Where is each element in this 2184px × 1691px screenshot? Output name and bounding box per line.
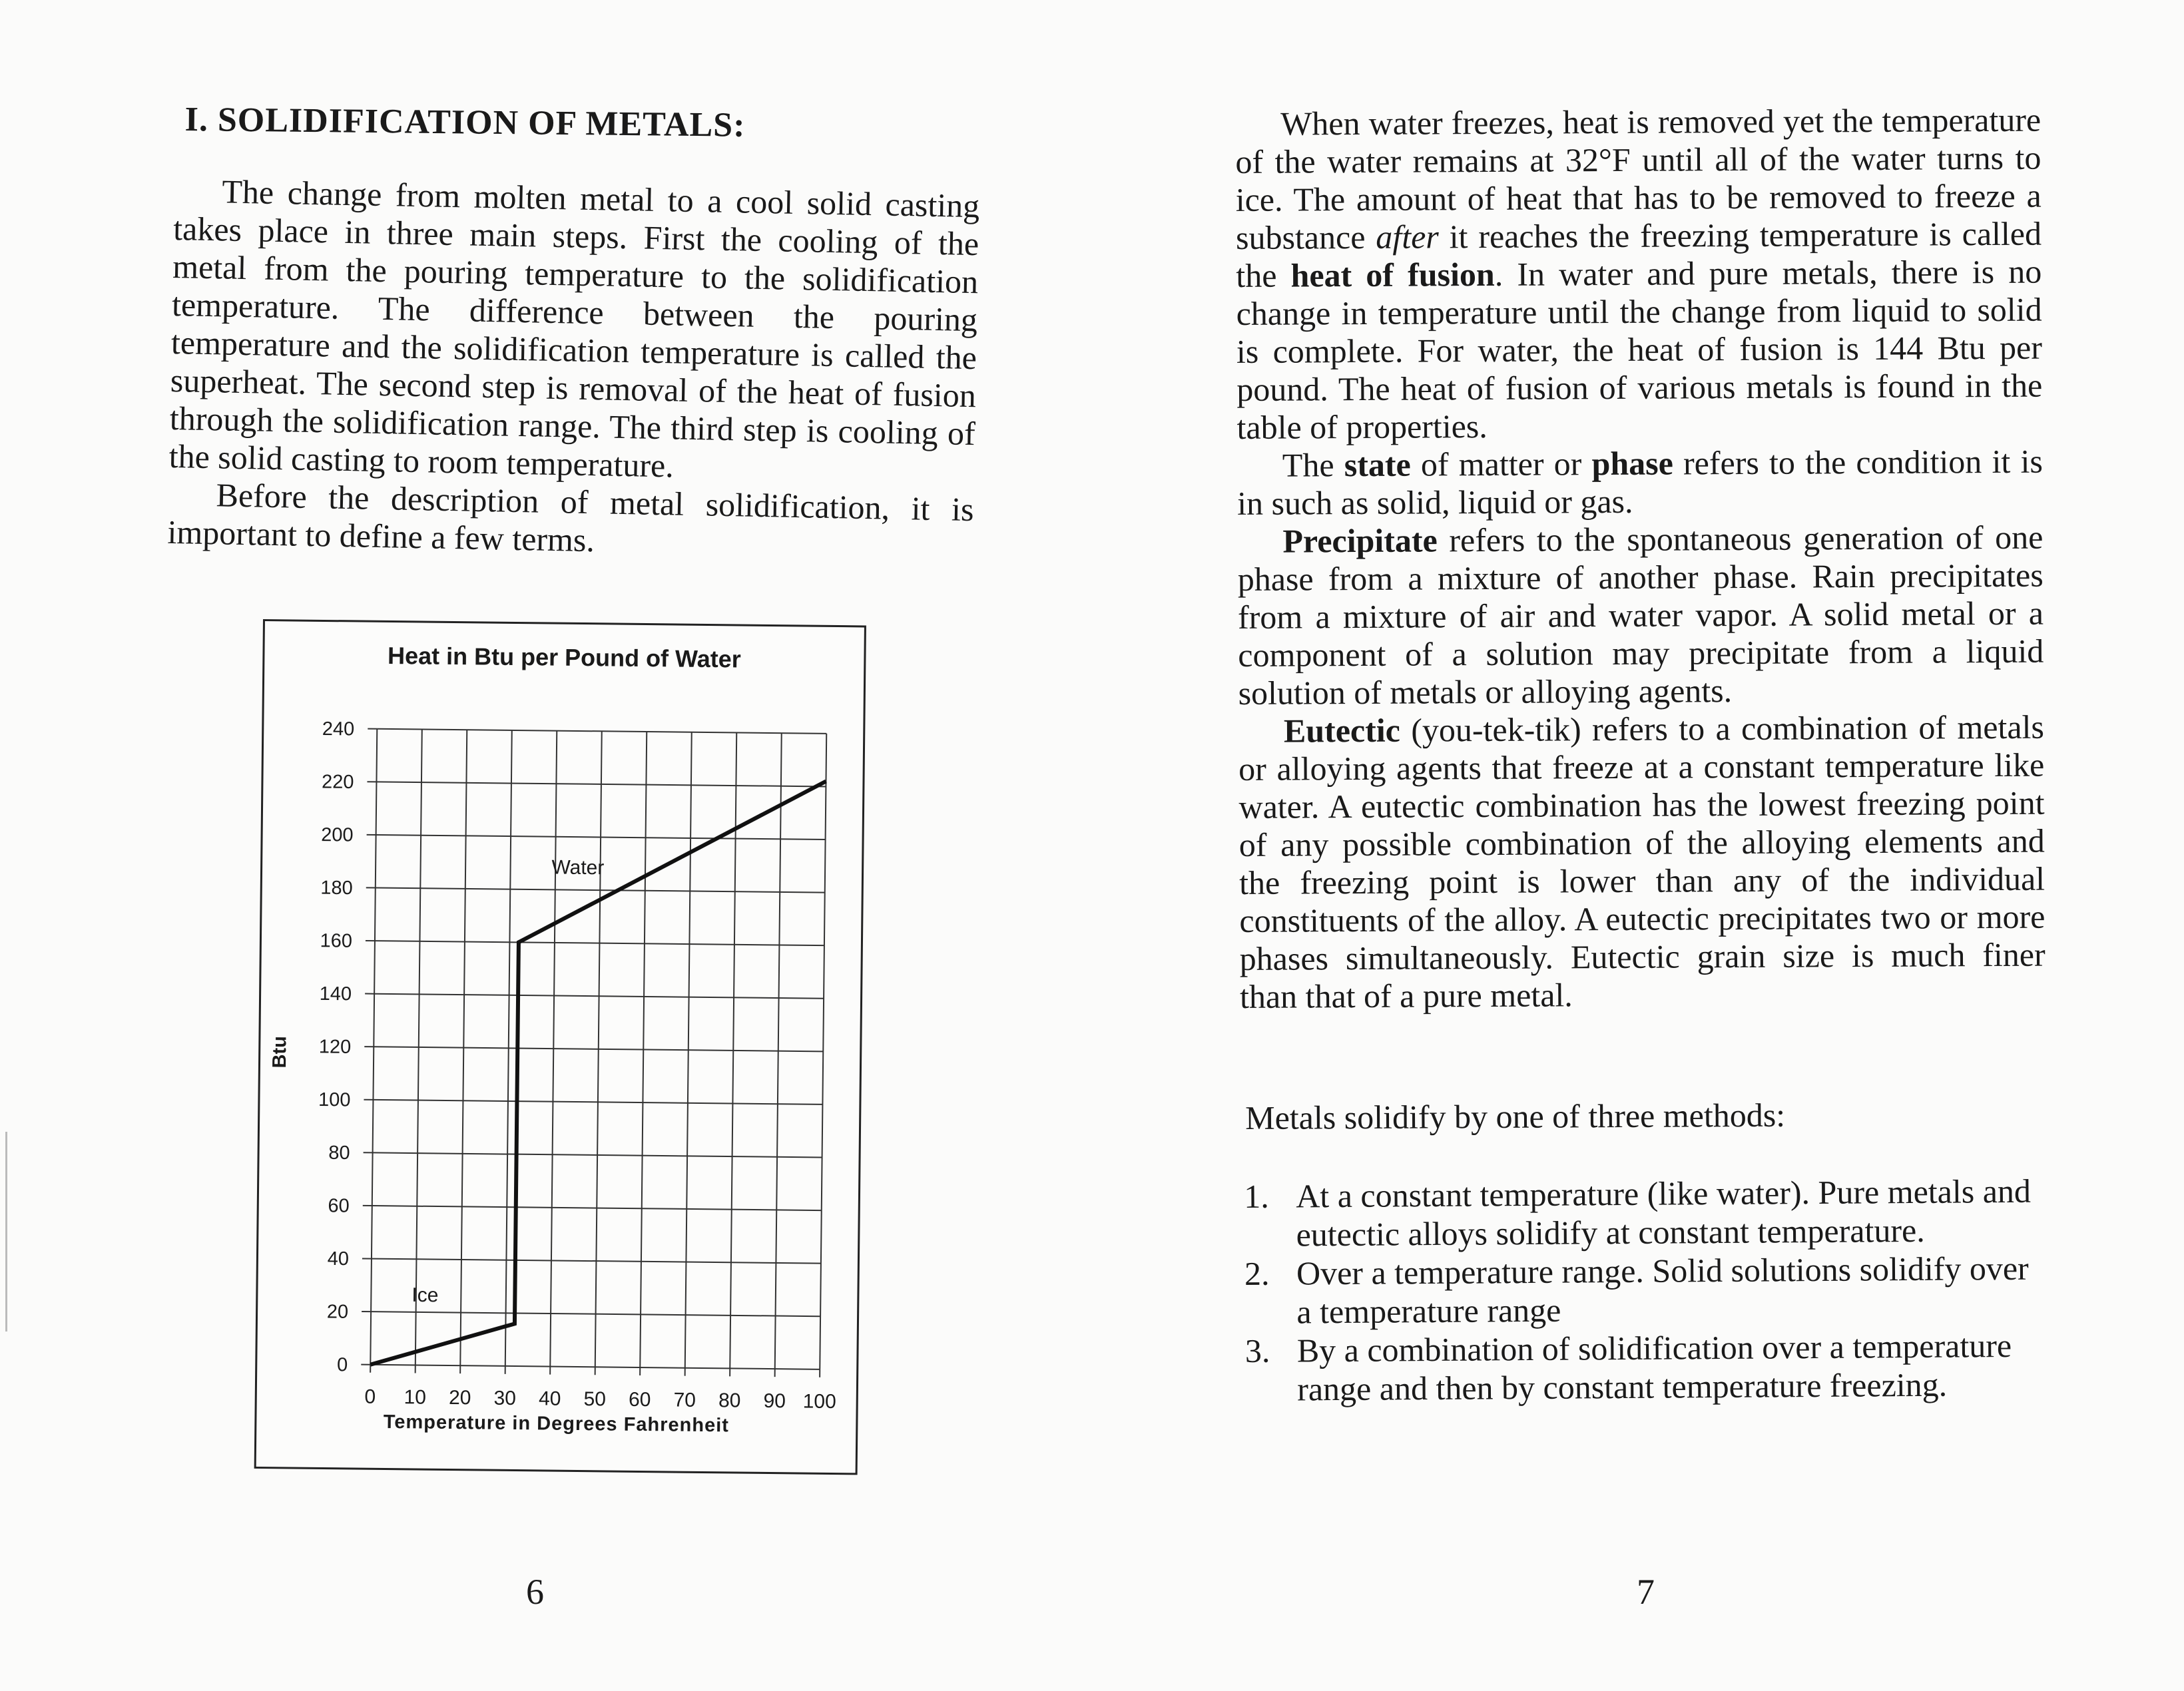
y-tick-label: 220 [321, 771, 354, 794]
section-heading: I. SOLIDIFICATION OF METALS: [184, 100, 746, 144]
definition-paragraph [1238, 708, 2046, 1016]
annotation-label: Ice [411, 1284, 439, 1307]
text-run: (you-tek-tik) refers to a combination of metals or alloying agents that freeze at a constant temperature like water. A eutectic combination has the lowest freezing point of any possible combination of the alloying elements and the freezing point is lower than any of the individual constituents of the alloy. A eutectic precipitates two or more phases simultaneously. Eutectic grain size is much finer than that of a pure metal. [1238, 708, 2046, 1015]
y-tick-label: 80 [328, 1142, 350, 1164]
y-tick-label: 20 [326, 1301, 349, 1323]
definition-paragraph [1237, 519, 2044, 712]
method-item [1245, 1326, 2051, 1409]
y-tick-label: 140 [319, 983, 352, 1005]
y-tick-label: 160 [320, 930, 353, 952]
method-text: Over a temperature range. Solid solutions solidify over a temperature range [1296, 1249, 2029, 1331]
method-text: At a constant temperature (like water). Pure metals and eutectic alloys solidify at constant temperature. [1296, 1172, 2032, 1254]
term-bold: Eutectic [1283, 711, 1401, 750]
method-number: 3. [1244, 1331, 1270, 1369]
intro-text [167, 172, 980, 567]
chart-title: Heat in Btu per Pound of Water [387, 641, 741, 673]
term-bold: Precipitate [1282, 521, 1438, 560]
chart-ylabel: Btu [268, 1035, 291, 1069]
methods-list [1244, 1172, 2051, 1409]
text-run: of matter or [1410, 445, 1592, 483]
intro-paragraph: Before the description of metal solidification, it is important to define a few terms. [167, 476, 975, 559]
method-text: By a combination of solidification over a temperature range and then by constant temperature freezing. [1296, 1326, 2012, 1408]
intro-paragraph: The change from molten metal to a cool solid casting takes place in three main steps. First the cooling of the metal from the pouring temperature to the solidification temperature. The difference between the pouring temperature and the solidification temperature is called the superheat. The second step is removal of the heat of fusion through the solidification range. The third step is cooling of the solid casting to room temperature. [168, 172, 980, 485]
y-tick-label: 200 [321, 824, 354, 846]
method-number: 1. [1244, 1177, 1269, 1215]
chart-ticks [315, 718, 843, 1413]
x-tick-label: 0 [364, 1385, 376, 1408]
term-bold: phase [1591, 444, 1673, 483]
y-tick-label: 120 [318, 1036, 352, 1058]
x-tick-label: 40 [538, 1387, 561, 1410]
methods-intro: Metals solidify by one of three methods: [1245, 1096, 1786, 1136]
text-run: refers to the spontaneous generation of one phase from a mixture of another phase. Rain precipitates from a mixture of air and water vapor. A solid metal or a component of a solution may precipitate from a liquid solution of metals or alloying agents. [1237, 518, 2044, 712]
text-run: . In water and pure metals, there is no change in temperature until the change from liquid to solid is complete. For water, the heat of fusion is 144 Btu per pound. The heat of fusion of various metals is found in the table of properties. [1236, 252, 2043, 446]
x-tick-label: 80 [718, 1389, 741, 1412]
definitions-text [1235, 101, 2046, 1016]
term-bold: heat of fusion [1290, 255, 1495, 294]
text-run: When water freezes, heat is removed yet the temperature of the water remains at 32°F until all of the water turns to ice. The amount of heat that has to be removed to freeze a substance [1235, 101, 2042, 256]
text-run: it reaches the freezing temperature is called the [1236, 214, 2042, 294]
chart-xlabel: Temperature in Degrees Fahrenheit [383, 1411, 730, 1437]
y-tick-label: 60 [328, 1195, 350, 1217]
x-tick-label: 20 [448, 1386, 471, 1409]
page-number: 6 [526, 1572, 544, 1612]
annotation-label: Water [551, 856, 605, 879]
definition-paragraph [1235, 101, 2043, 447]
method-item [1244, 1249, 2051, 1331]
x-tick-label: 60 [628, 1388, 651, 1411]
text-run: refers to the condition it is in such as solid, liquid or gas. [1236, 442, 2043, 522]
method-number: 2. [1244, 1254, 1270, 1292]
x-tick-label: 10 [404, 1386, 427, 1409]
definition-paragraph [1237, 443, 2044, 523]
heat-chart-svg [256, 621, 864, 1473]
y-tick-label: 240 [322, 718, 355, 740]
x-tick-label: 100 [802, 1390, 836, 1413]
term-bold: state [1344, 445, 1411, 484]
x-tick-label: 30 [493, 1387, 517, 1410]
text-run: The [1282, 446, 1344, 484]
emphasis-text: after [1376, 218, 1439, 256]
method-item [1244, 1172, 2050, 1254]
page-number: 7 [1637, 1572, 1655, 1612]
heat-chart [254, 619, 866, 1475]
y-tick-label: 40 [327, 1248, 350, 1270]
chart-grid [370, 729, 826, 1369]
y-tick-label: 0 [336, 1354, 348, 1376]
y-tick-label: 100 [318, 1088, 351, 1111]
page-edge [5, 1132, 7, 1331]
x-tick-label: 90 [763, 1389, 786, 1413]
y-tick-label: 180 [320, 877, 353, 899]
x-tick-label: 50 [583, 1388, 607, 1411]
x-tick-label: 70 [673, 1389, 696, 1411]
